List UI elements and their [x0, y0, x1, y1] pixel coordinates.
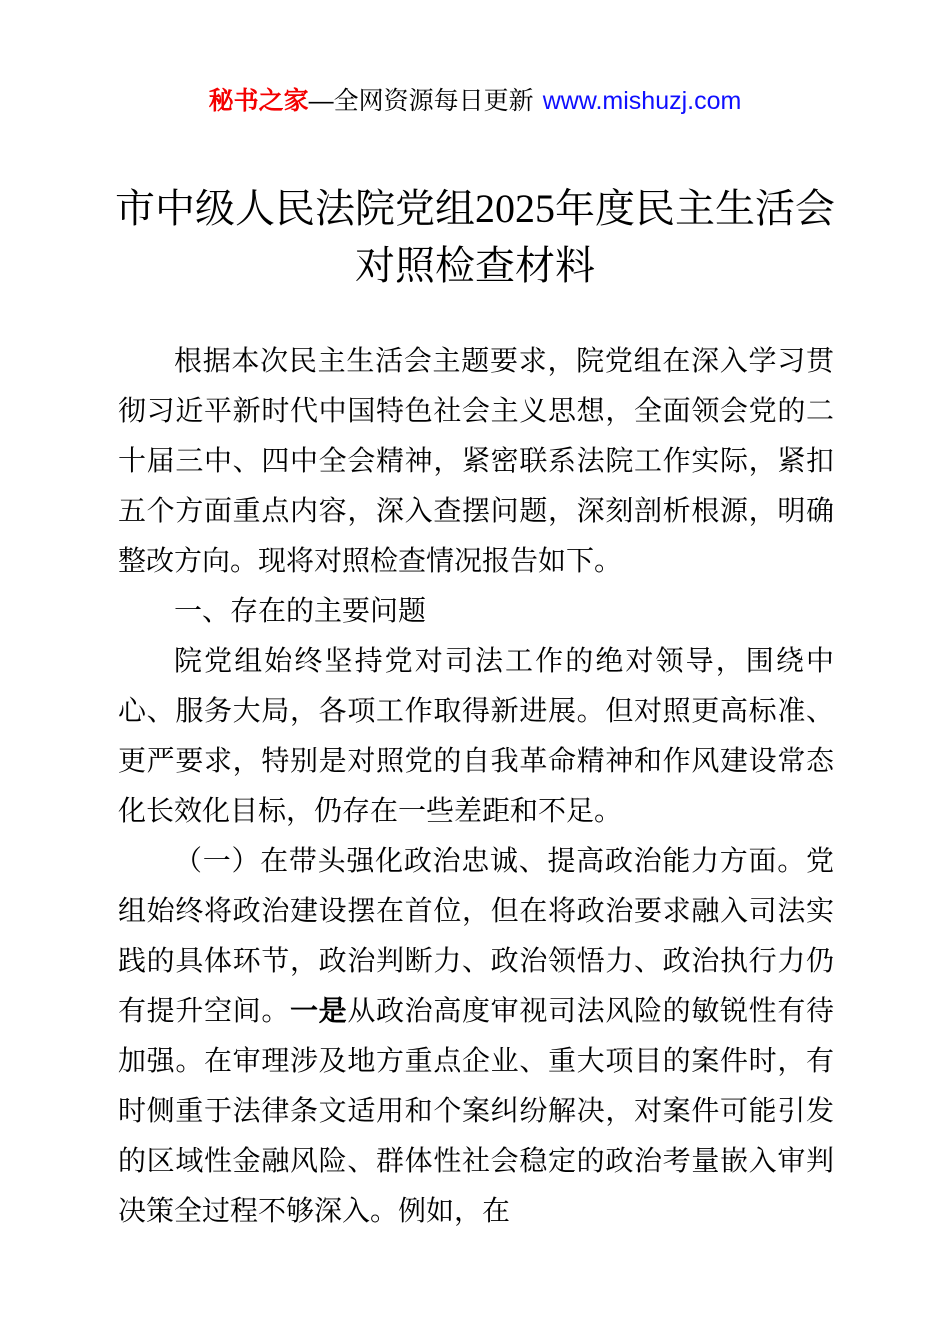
subsection-text-after: 从政治高度审视司法风险的敏锐性有待加强。在审理涉及地方重点企业、重大项目的案件时，有时侧重于法律条文适用和个案纠纷解决，对案件可能引发的区域性金融风险、群体性社会稳定的政治考量嵌入审判决策全过程不够深入。例如，在: [118, 995, 834, 1226]
section-overview-paragraph: 院党组始终坚持党对司法工作的绝对领导，围绕中心、服务大局，各项工作取得新进展。但对照更高标准、更严要求，特别是对照党的自我革命精神和作风建设常态化长效化目标，仍存在一些差距和不足。: [118, 645, 834, 826]
header-banner: [0, 0, 950, 116]
section-heading: 一、存在的主要问题: [174, 595, 427, 626]
subsection-bold-leadin: 一是: [290, 995, 348, 1026]
site-brand: 秘书之家: [208, 87, 309, 115]
subsection-paragraph: [118, 836, 834, 1236]
em-dash-separator: —: [308, 87, 334, 115]
site-tagline: 全网资源每日更新: [333, 87, 534, 115]
intro-paragraph: 根据本次民主生活会主题要求，院党组在深入学习贯彻习近平新时代中国特色社会主义思想，全面领会党的二十届三中、四中全会精神，紧密联系法院工作实际，紧扣五个方面重点内容，深入查摆问题，深刻剖析根源，明确整改方向。现将对照检查情况报告如下。: [118, 345, 834, 576]
subsection-text-before: （一）在带头强化政治忠诚、提高政治能力方面。党组始终将政治建设摆在首位，但在将政治要求融入司法实践的具体环节，政治判断力、政治领悟力、政治执行力仍有提升空间。: [118, 845, 834, 1026]
document-body: [118, 336, 834, 1236]
document-title: 市中级人民法院党组2025年度民主生活会对照检查材料: [115, 186, 835, 288]
site-url-link[interactable]: www.mishuzj.com: [542, 87, 742, 115]
